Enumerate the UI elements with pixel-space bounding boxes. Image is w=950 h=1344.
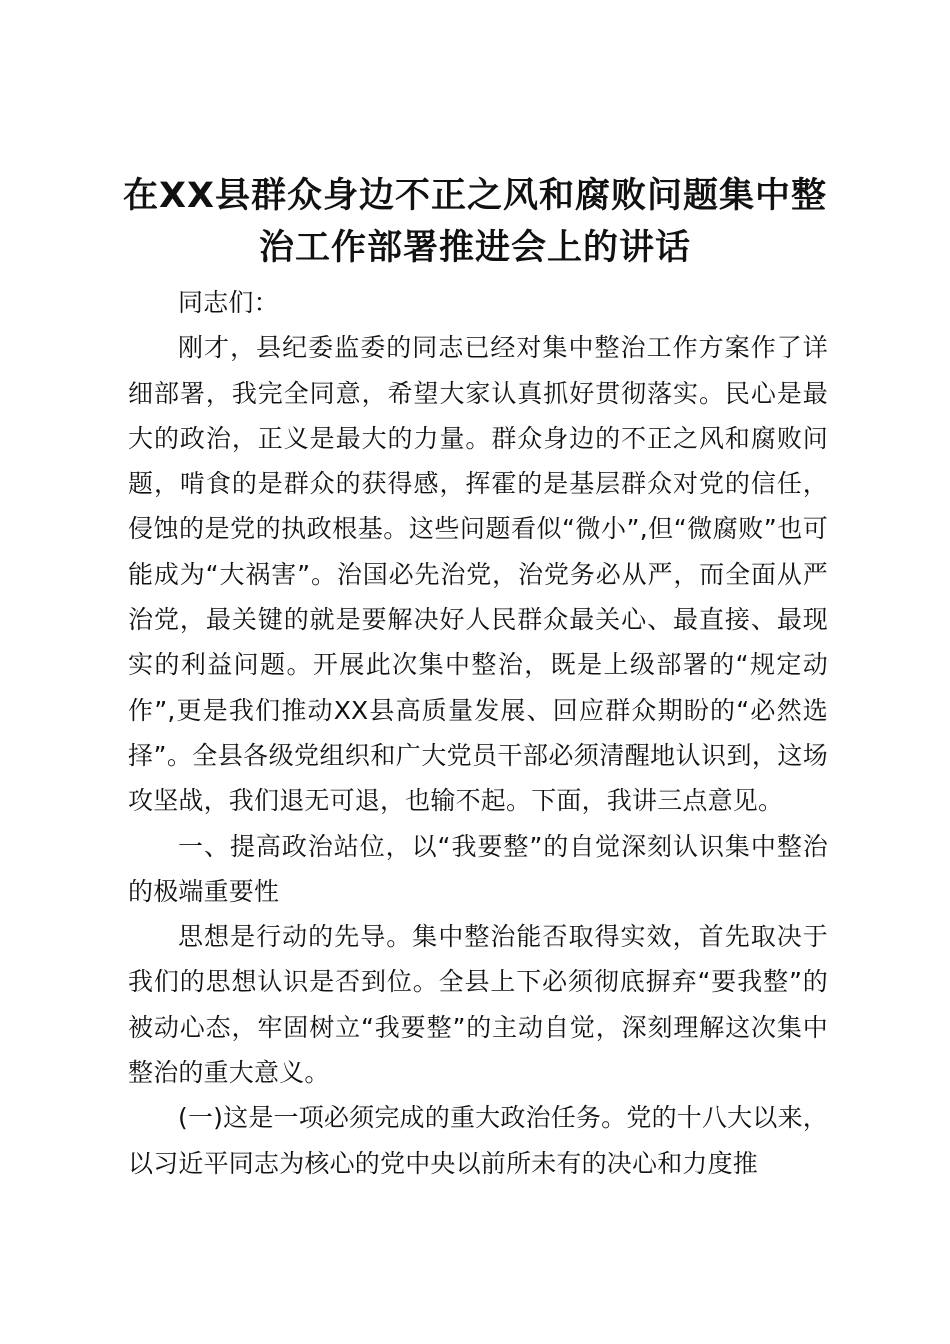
document-title: 在XX县群众身边不正之风和腐败问题集中整治工作部署推进会上的讲话 [123, 176, 827, 268]
paragraph-subsection-1: (一)这是一项必须完成的重大政治任务。党的十八大以来，以习近平同志为核心的党中央以前所未有的决心和力度推 [128, 1103, 828, 1178]
document-body [128, 280, 828, 1186]
paragraph-intro: 刚才，县纪委监委的同志已经对集中整治工作方案作了详细部署，我完全同意，希望大家认真抓好贯彻落实。民心是最大的政治，正义是最大的力量。群众身边的不正之风和腐败问题，啃食的是群众的获得感，挥霍的是基层群众对党的信任，侵蚀的是党的执政根基。这些问题看似“微小”,但“微腐败”也可能成为“大祸害”。治国必先治党，治党务必从严，而全面从严治党，最关键的就是要解决好人民群众最关心、最直接、最现实的利益问题。开展此次集中整治，既是上级部署的“规定动作”,更是我们推动XX县高质量发展、回应群众期盼的“必然选择”。全县各级党组织和广大党员干部必须清醒地认识到，这场攻坚战，我们退无可退，也输不起。下面，我讲三点意见。 [128, 333, 828, 816]
paragraph-section-1: 思想是行动的先导。集中整治能否取得实效，首先取决于我们的思想认识是否到位。全县上下必须彻底摒弃“要我整”的被动心态，牢固树立“我要整”的主动自觉，深刻理解这次集中整治的重大意义。 [128, 922, 828, 1088]
section-heading-1: 一、提高政治站位，以“我要整”的自觉深刻认识集中整治的极端重要性 [128, 831, 828, 906]
salutation: 同志们： [178, 288, 279, 317]
